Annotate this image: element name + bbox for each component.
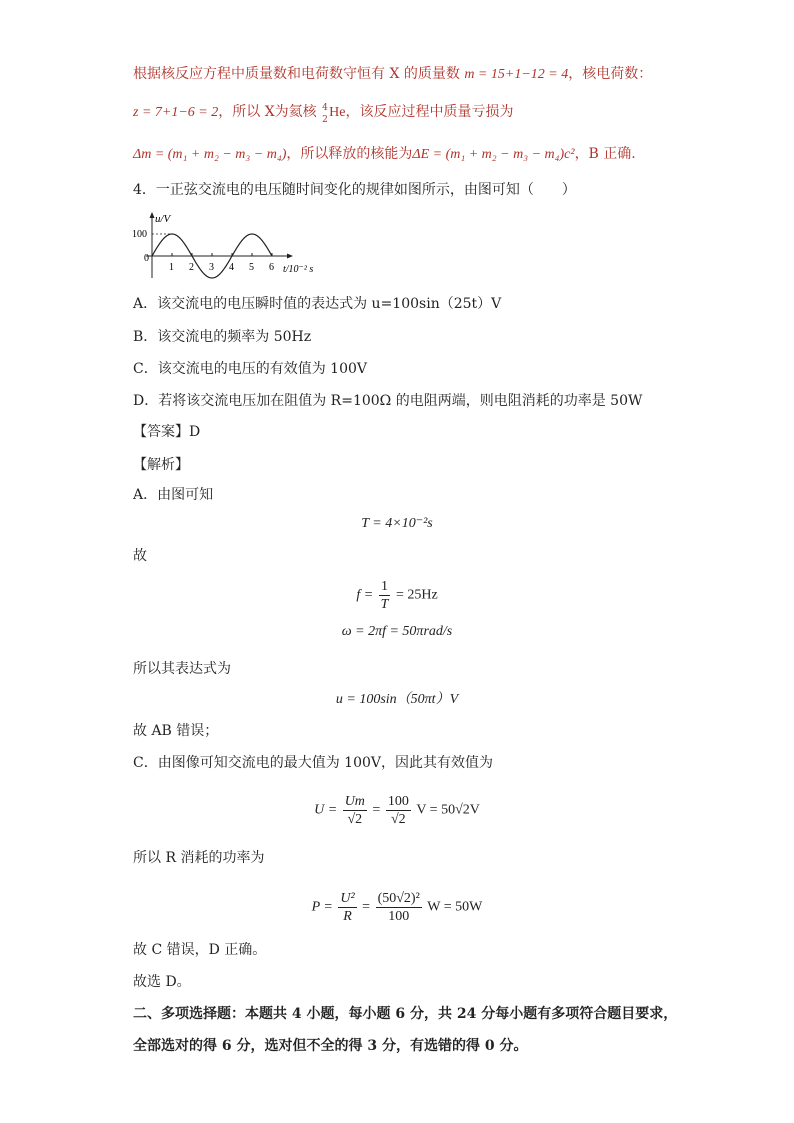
mass-number-equation: m = 15+1−12 = 4 (464, 67, 569, 82)
frequency-equation (0, 578, 794, 613)
energy-equation: ΔE = (m₁ + m₂ − m₃ − m₄)c² (412, 147, 575, 162)
ab-wrong-text: 故 AB 错误； (133, 723, 219, 739)
rms-fraction-1 (343, 793, 367, 828)
power-denominator-1: R (343, 909, 352, 924)
cd-result: 故 C 错误，D 正确。 (133, 942, 267, 958)
origin-label: 0 (144, 253, 149, 264)
freq-numerator: 1 (379, 578, 391, 596)
rms-rhs: V = 50√2V (416, 802, 480, 818)
voltage-graph (128, 210, 328, 282)
rms-equation: U = $\frac{Um}{√2}$ = $\frac{100}{√2}$ V = 50√2V (314, 794, 480, 827)
expression-intro: 所以其表达式为 (133, 661, 231, 677)
answer-label: 【答案】D (133, 424, 201, 440)
x-axis-label: t/10⁻² s (283, 264, 314, 275)
option-c: C．该交流电的电压的有效值为 100V (133, 361, 367, 377)
power-fraction-1 (338, 890, 356, 925)
intro-line-2 (133, 102, 513, 123)
option-d: D．若将该交流电压加在阻值为 R=100Ω 的电阻两端，则电阻消耗的功率是 50W (133, 393, 643, 409)
period-equation: T = 4×10⁻²s (361, 516, 433, 531)
question-stem: 4．一正弦交流电的电压随时间变化的规律如图所示，由图可知（ ） (133, 182, 576, 198)
x-axis-arrow (287, 254, 293, 259)
x-tick-label: 4 (229, 262, 234, 273)
intro-text-3: ，所以释放的核能为 (286, 146, 413, 162)
voltage-expression: u = 100sin（50πt）V (335, 692, 459, 707)
power-equation: P = $\frac{\text{U²}}{R}$ = $\frac{\text{(50√2)²}}{100}$ W = 50W (311, 891, 483, 924)
rms-numerator-1: Um (344, 794, 365, 809)
y-tick-100: 100 (132, 229, 147, 240)
intro-text-2: ，所以 X为氦核 (218, 104, 317, 120)
freq-denominator: T (380, 597, 389, 612)
rms-numerator-2: 100 (387, 794, 409, 809)
intro-tail-1: ，核电荷数： (568, 66, 653, 82)
charge-number-equation: z = 7+1−6 = 2 (133, 105, 219, 120)
y-axis-arrow (150, 212, 155, 218)
intro-tail-2: ，该反应过程中质量亏损为 (345, 104, 514, 120)
rms-denominator-2: √2 (390, 812, 406, 827)
intro-line-3 (133, 144, 636, 165)
intro-tail-3: ，B 正确. (574, 146, 636, 162)
helium-symbol: He (329, 105, 346, 120)
analysis-label: 【解析】 (133, 457, 189, 473)
power-lhs: P = (311, 899, 333, 915)
intro-line-1 (133, 64, 652, 85)
section-heading-1: 二、多项选择题：本题共 4 小题，每小题 6 分，共 24 分每小题有多项符合题目要求， (133, 1006, 678, 1022)
power-rhs: W = 50W (427, 899, 483, 915)
nuclide-indices: 4 2 (322, 103, 328, 125)
x-tick-label: 2 (189, 262, 194, 273)
therefore-text: 故 (133, 548, 147, 564)
mass-defect-equation: Δm = (m₁ + m₂ − m₃ − m₄) (133, 147, 287, 162)
power-numerator-1: U² (340, 891, 355, 906)
power-intro: 所以 R 消耗的功率为 (133, 850, 265, 866)
power-denominator-2: 100 (388, 909, 410, 924)
x-tick-label: 5 (249, 262, 254, 273)
y-axis-label: u/V (155, 213, 171, 225)
choose-d: 故选 D。 (133, 974, 191, 990)
omega-equation: ω = 2πf = 50πrad/s (341, 624, 453, 639)
solution-a-intro: A．由图可知 (133, 487, 214, 503)
freq-lhs: f = (356, 587, 374, 603)
freq-rhs: = 25Hz (395, 587, 438, 603)
freq-fraction (379, 578, 391, 613)
option-b: B．该交流电的频率为 50Hz (133, 329, 312, 345)
power-fraction-2 (376, 890, 422, 925)
option-a: A．该交流电的电压瞬时值的表达式为 u=100sin（25t）V (133, 296, 502, 312)
x-tick-label: 3 (209, 262, 214, 273)
intro-text-1: 根据核反应方程中质量数和电荷数守恒有 X 的质量数 (133, 66, 460, 82)
section-heading-2: 全部选对的得 6 分，选对但不全的得 3 分，有选错的得 0 分。 (133, 1038, 528, 1054)
x-tick-label: 1 (169, 262, 174, 273)
power-numerator-2: (50√2)² (377, 891, 420, 906)
rms-fraction-2 (386, 793, 411, 828)
x-tick-label: 6 (269, 262, 274, 273)
rms-lhs: U = (314, 802, 338, 818)
rms-denominator-1: √2 (347, 812, 363, 827)
solution-c-intro: C．由图像可知交流电的最大值为 100V，因此其有效值为 (133, 755, 493, 771)
